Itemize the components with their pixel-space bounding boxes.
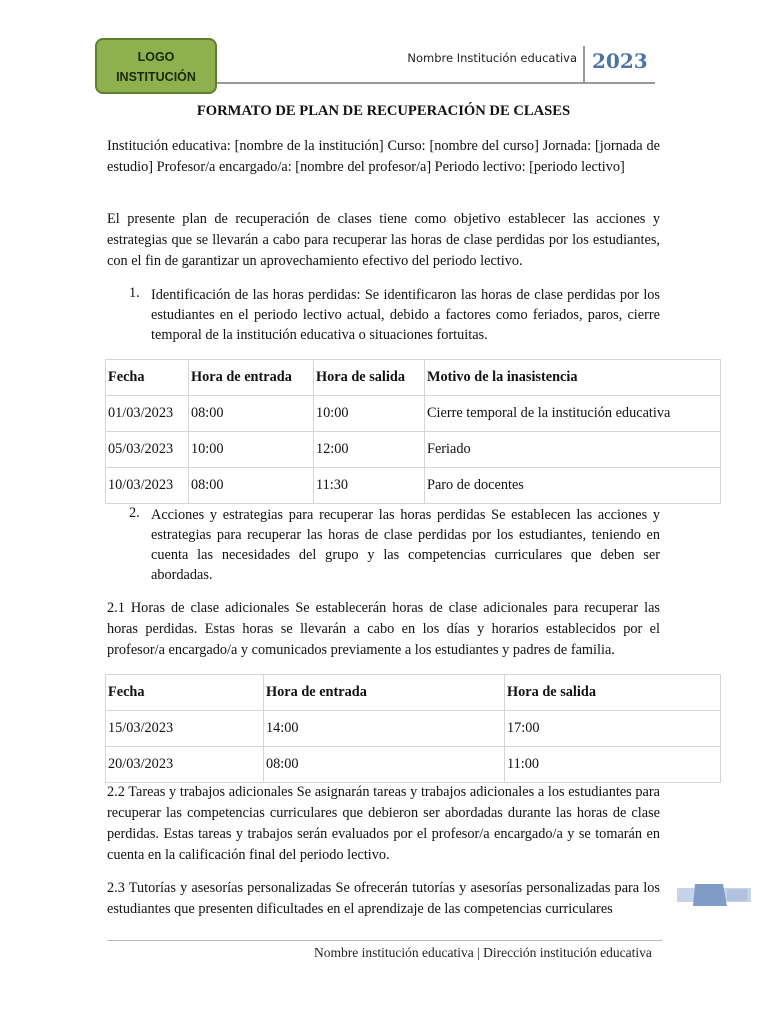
table-cell: 08:00 [264,747,505,783]
table-row [106,396,721,432]
table-cell: 17:00 [505,711,721,747]
section-2-2-paragraph: 2.2 Tareas y trabajos adicionales Se asignarán tareas y trabajos adicionales a los estudiantes para recuperar las competencias curriculares que debieron ser abordadas durante las horas de clase perdidas. Estas tareas y trabajos serán evaluados por el profesor/a encargado/a y se tomarán en cuenta en la calificación final del periodo lectivo. [107,784,660,863]
table-cell: 08:00 [189,468,314,504]
section-2-1-paragraph: 2.1 Horas de clase adicionales Se establecerán horas de clase adicionales para recuperar las horas perdidas. Estas horas se llevarán a cabo en los días y horarios establecidos por el profesor/a encargado/a y comunicados previamente a los estudiantes y padres de familia. [107,600,660,658]
table-header-cell: Hora de salida [505,675,721,711]
lost-hours-table [105,359,721,504]
table-cell: 20/03/2023 [106,747,264,783]
table-cell: Paro de docentes [425,468,721,504]
table-header-cell: Hora de entrada [264,675,505,711]
table-row [106,468,721,504]
table-header-cell: Motivo de la inasistencia [425,360,721,396]
table-cell: 15/03/2023 [106,711,264,747]
footer-divider [107,940,662,941]
decorative-banner-image [677,882,751,908]
additional-hours-table [105,674,721,783]
document-title: FORMATO DE PLAN DE RECUPERACIÓN DE CLASES [196,103,571,119]
table-cell: Feriado [425,432,721,468]
list-item-2: Acciones y estrategias para recuperar las horas perdidas Se establecen las acciones y estrategias para recuperar las horas de clase perdidas por los estudiantes, teniendo en cuenta las necesidades del grupo y las competencias curriculares que deben ser abordadas. [151,507,660,583]
table-header-cell: Fecha [106,360,189,396]
section-2-3-paragraph: 2.3 Tutorías y asesorías personalizadas Se ofrecerán tutorías y asesorías personalizadas para los estudiantes que presenten dificultades en el aprendizaje de las competencias curriculares [107,880,660,917]
table-cell: 11:30 [314,468,425,504]
table-header-cell: Hora de salida [314,360,425,396]
list-number-1: 1. [129,285,140,301]
table-row [106,747,721,783]
table-cell: 12:00 [314,432,425,468]
logo-line-1: LOGO [137,50,175,64]
table-cell: 08:00 [189,396,314,432]
table-header-cell: Hora de entrada [189,360,314,396]
logo-line-2: INSTITUCIÓN [116,70,196,84]
table-cell: 11:00 [505,747,721,783]
header-institution-name: Nombre Institución educativa [407,51,577,65]
table-cell: 10:00 [189,432,314,468]
table-row [106,711,721,747]
header-divider-vertical [583,46,585,84]
header-year: 2023 [592,49,648,73]
table-row [106,432,721,468]
table-header-row [106,675,721,711]
table-cell: 01/03/2023 [106,396,189,432]
institution-logo [95,38,217,94]
table-cell: 10:00 [314,396,425,432]
table-cell: 10/03/2023 [106,468,189,504]
table-cell: 14:00 [264,711,505,747]
list-number-2: 2. [129,505,140,521]
header-divider-horizontal [217,82,655,84]
list-item-1: Identificación de las horas perdidas: Se identificaron las horas de clase perdidas por los estudiantes en el periodo lectivo actual, debido a factores como feriados, paros, cierre temporal de la institución educativa o situaciones fortuitas. [151,287,660,343]
objective-paragraph: El presente plan de recuperación de clases tiene como objetivo establecer las acciones y estrategias que se llevarán a cabo para recuperar las horas de clase perdidas por los estudiantes, con el fin de garantizar un aprovechamiento efectivo del periodo lectivo. [107,211,660,269]
table-header-cell: Fecha [106,675,264,711]
table-cell: Cierre temporal de la institución educativa [425,396,721,432]
intro-paragraph: Institución educativa: [nombre de la institución] Curso: [nombre del curso] Jornada: [jornada de estudio] Profesor/a encargado/a: [nombre del profesor/a] Periodo lectivo: [periodo lectivo] [107,138,660,175]
table-cell: 05/03/2023 [106,432,189,468]
footer-text: Nombre institución educativa | Dirección institución educativa [314,945,652,960]
table-header-row [106,360,721,396]
